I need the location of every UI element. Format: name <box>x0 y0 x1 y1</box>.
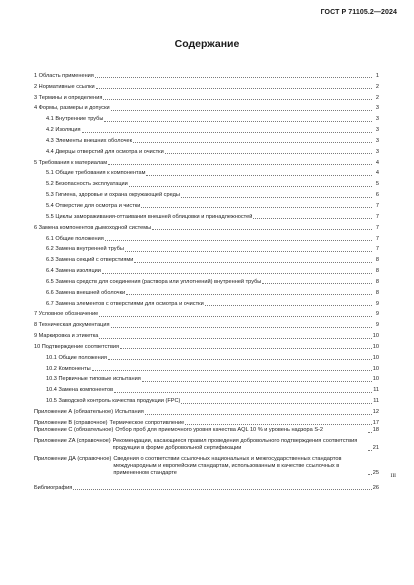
toc-appendix-label <box>34 420 184 427</box>
appendix-title: Испытания <box>115 409 144 415</box>
toc-page-number: 8 <box>375 268 379 275</box>
toc-subentry[interactable] <box>34 232 379 243</box>
toc-entry-label: 7 Условное обозначение <box>34 311 99 318</box>
toc-page-number: 7 <box>375 224 379 231</box>
toc-leader-dots <box>141 202 372 208</box>
toc-leader-dots <box>368 469 372 475</box>
toc-entry-label: 6.5 Замена средств для соединения (раствора или уплотнений) внутренней трубы <box>46 278 262 285</box>
toc-leader-dots <box>253 213 372 219</box>
toc-leader-dots <box>262 278 372 284</box>
toc-page-number: 4 <box>375 159 379 166</box>
toc-page-number: 25 <box>372 469 379 476</box>
toc-entry-label: 6.6 Замена внешней оболочки <box>46 289 126 296</box>
toc-leader-dots <box>368 427 372 433</box>
toc-entry[interactable] <box>34 221 379 232</box>
toc-appendix-za[interactable] <box>34 438 379 456</box>
toc-appendix-label <box>34 456 367 477</box>
toc-page-number: 1 <box>375 72 379 79</box>
toc-entry-label: 2 Нормативные ссылки <box>34 83 95 90</box>
table-of-contents <box>34 69 379 492</box>
toc-leader-dots <box>108 159 372 165</box>
toc-entry-label: 8 Техническая документация <box>34 322 110 329</box>
toc-page-number: 21 <box>372 445 379 452</box>
appendix-head: Приложение А (обязательное) <box>34 409 114 415</box>
toc-leader-dots <box>165 148 372 154</box>
toc-leader-dots <box>105 235 372 241</box>
toc-leader-dots <box>104 116 372 122</box>
toc-leader-dots <box>129 181 372 187</box>
appendix-title: Сведения о соответствии ссылочных национальных и межгосударственных стандартов международным и европейским стандартам, использованным в качестве ссылочных в примененном стандарте <box>113 455 342 476</box>
appendix-head: Приложение С (обязательное) <box>34 427 114 434</box>
toc-page-number: 10 <box>372 354 379 361</box>
toc-leader-dots <box>73 484 372 490</box>
toc-entry[interactable] <box>34 69 379 80</box>
toc-leader-dots <box>185 419 371 425</box>
toc-entry-label: 5.1 Общие требования к компонентам <box>46 170 146 177</box>
toc-entry-label: 5.4 Отверстие для осмотра и чистки <box>46 202 141 209</box>
toc-page-number: 9 <box>375 322 379 329</box>
toc-appendix-a[interactable] <box>34 405 379 416</box>
toc-entry[interactable] <box>34 318 379 329</box>
page-title: Содержание <box>174 38 240 50</box>
toc-page-number: 8 <box>375 257 379 264</box>
toc-subentry[interactable] <box>34 286 379 297</box>
toc-entry-label: 6.2 Замена внутренней трубы <box>46 246 124 253</box>
toc-leader-dots <box>125 246 372 252</box>
toc-leader-dots <box>108 354 372 360</box>
toc-subentry[interactable] <box>34 383 379 394</box>
toc-page-number: 5 <box>375 181 379 188</box>
toc-page-number: 7 <box>375 235 379 242</box>
toc-subentry[interactable] <box>34 188 379 199</box>
toc-entry-label: 6 Замена компонентов дымоходной системы <box>34 224 152 231</box>
toc-page-number: 2 <box>375 94 379 101</box>
toc-leader-dots <box>111 322 373 328</box>
toc-leader-dots <box>181 192 372 198</box>
toc-entry[interactable] <box>34 156 379 167</box>
toc-entry-label: 4.4 Дверцы отверстий для осмотра и очистки <box>46 148 164 155</box>
toc-entry-label: 6.1 Общие положения <box>46 235 104 242</box>
toc-entry-label: 4.1 Внутренние трубы <box>46 116 104 123</box>
toc-entry-label: 3 Термины и определения <box>34 94 103 101</box>
toc-entry[interactable] <box>34 80 379 91</box>
appendix-title: Отбор проб для приемочного уровня качества AQL 10 % и уровень надзора S-2 <box>115 427 324 434</box>
toc-entry-label: Библиография <box>34 484 73 491</box>
header-doc-code: ГОСТ Р 71105.2—2024 <box>320 9 397 16</box>
toc-appendix-label <box>34 427 367 434</box>
toc-entry-label: 6.3 Замена секций с отверстиями <box>46 257 134 264</box>
toc-page-number: 4 <box>375 170 379 177</box>
toc-subentry[interactable] <box>34 394 379 405</box>
toc-entry-label: 10.4 Замена компонентов <box>46 387 114 394</box>
toc-appendix-label <box>34 438 367 452</box>
toc-page-number: 26 <box>372 484 379 491</box>
toc-page-number: 10 <box>372 376 379 383</box>
toc-entry[interactable] <box>34 340 379 351</box>
toc-entry-label: 9 Маркировка и этикетка <box>34 333 99 340</box>
toc-subentry[interactable] <box>34 362 379 373</box>
toc-appendix-c[interactable] <box>34 427 379 438</box>
toc-entry-label: 5.3 Гигиена, здоровье и охрана окружающей среды <box>46 192 180 199</box>
toc-subentry[interactable] <box>34 297 379 308</box>
toc-subentry[interactable] <box>34 123 379 134</box>
toc-leader-dots <box>126 289 372 295</box>
toc-bibliography[interactable] <box>34 481 379 492</box>
toc-leader-dots <box>120 343 372 349</box>
toc-entry-label: 5.2 Безопасность эксплуатации <box>46 181 128 188</box>
toc-leader-dots <box>99 311 372 317</box>
toc-entry-label: 4.3 Элементы внешних оболочек <box>46 137 133 144</box>
toc-page-number: 9 <box>375 300 379 307</box>
toc-page-number: 3 <box>375 127 379 134</box>
toc-entry-label: 10.2 Компоненты <box>46 365 91 372</box>
toc-leader-dots <box>205 300 372 306</box>
toc-entry-label: 1 Область применения <box>34 72 94 79</box>
toc-page-number: 9 <box>375 311 379 318</box>
toc-subentry[interactable] <box>34 199 379 210</box>
toc-page-number: 3 <box>375 105 379 112</box>
toc-leader-dots <box>368 445 372 451</box>
toc-entry-label: 10 Подтверждение соответствия <box>34 343 120 350</box>
toc-subentry[interactable] <box>34 112 379 123</box>
toc-page-number: 11 <box>373 387 379 394</box>
toc-page-number: 6 <box>375 192 379 199</box>
toc-appendix-label <box>34 409 144 416</box>
toc-page-number: 8 <box>375 278 379 285</box>
toc-subentry[interactable] <box>34 373 379 384</box>
toc-subentry[interactable] <box>34 177 379 188</box>
toc-entry[interactable] <box>34 102 379 113</box>
toc-leader-dots <box>111 105 372 111</box>
toc-leader-dots <box>145 409 372 415</box>
toc-page-number: 18 <box>372 427 379 434</box>
toc-page-number: 12 <box>372 409 379 415</box>
toc-page-number: 7 <box>375 213 379 220</box>
toc-leader-dots <box>102 268 372 274</box>
toc-page-number: 3 <box>375 137 379 144</box>
toc-entry[interactable] <box>34 308 379 319</box>
appendix-head: Приложение ДА (справочное) <box>34 455 112 462</box>
toc-page-number: 10 <box>372 343 379 350</box>
toc-leader-dots <box>114 387 372 393</box>
toc-leader-dots <box>103 94 372 100</box>
toc-entry-label: 10.5 Заводской контроль качества продукции (FPC) <box>46 398 181 405</box>
toc-subentry[interactable] <box>34 167 379 178</box>
toc-page-number: 7 <box>375 246 379 253</box>
toc-page-number: 3 <box>375 148 379 155</box>
toc-leader-dots <box>142 376 372 382</box>
toc-leader-dots <box>133 137 372 143</box>
toc-page-number: 2 <box>375 83 379 90</box>
toc-appendix-b[interactable] <box>34 416 379 427</box>
toc-appendix-da[interactable] <box>34 456 379 481</box>
toc-entry-label: 10.3 Первичные типовые испытания <box>46 376 141 383</box>
toc-subentry[interactable] <box>34 253 379 264</box>
toc-subentry[interactable] <box>34 275 379 286</box>
toc-subentry[interactable] <box>34 145 379 156</box>
toc-leader-dots <box>92 365 372 371</box>
toc-leader-dots <box>134 257 372 263</box>
toc-leader-dots <box>99 333 371 339</box>
toc-leader-dots <box>82 127 373 133</box>
toc-page-number: 10 <box>372 365 379 372</box>
toc-page-number: 8 <box>375 289 379 296</box>
toc-leader-dots <box>152 224 372 230</box>
appendix-head: Приложение ZA (справочное) <box>34 438 111 445</box>
toc-entry[interactable] <box>34 329 379 340</box>
toc-entry-label: 6.4 Замена изоляции <box>46 268 101 275</box>
toc-entry[interactable] <box>34 91 379 102</box>
appendix-head: Приложение В (справочное) <box>34 419 108 426</box>
toc-entry-label: 4.2 Изоляция <box>46 127 81 134</box>
toc-subentry[interactable] <box>34 243 379 254</box>
toc-entry-label: 5 Требования к материалам <box>34 159 108 166</box>
appendix-title: Термическое сопротивление <box>109 419 185 426</box>
toc-page-number: 7 <box>375 202 379 209</box>
toc-leader-dots <box>95 72 372 78</box>
appendix-title: Рекомендации, касающиеся правил проведения добровольного подтверждения соответствия продукции в форме добровольной сертификации <box>112 438 358 452</box>
toc-entry-label: 5.5 Циклы замораживания-оттаивания внешней облицовки и принадлежностей <box>46 213 253 220</box>
toc-subentry[interactable] <box>34 210 379 221</box>
toc-subentry[interactable] <box>34 351 379 362</box>
toc-entry-label: 4 Формы, размеры и допуски <box>34 105 110 112</box>
toc-leader-dots <box>181 398 372 404</box>
toc-page-number: 10 <box>372 333 379 340</box>
toc-subentry[interactable] <box>34 264 379 275</box>
toc-subentry[interactable] <box>34 134 379 145</box>
toc-page-number: 3 <box>375 116 379 123</box>
toc-leader-dots <box>146 170 372 176</box>
toc-leader-dots <box>96 83 372 89</box>
toc-entry-label: 10.1 Общие положения <box>46 354 107 361</box>
toc-page-number: 11 <box>373 398 379 405</box>
toc-entry-label: 6.7 Замена элементов с отверстиями для осмотра и очистки <box>46 300 204 307</box>
page-number: III <box>390 473 396 479</box>
toc-page-number: 17 <box>372 419 379 426</box>
